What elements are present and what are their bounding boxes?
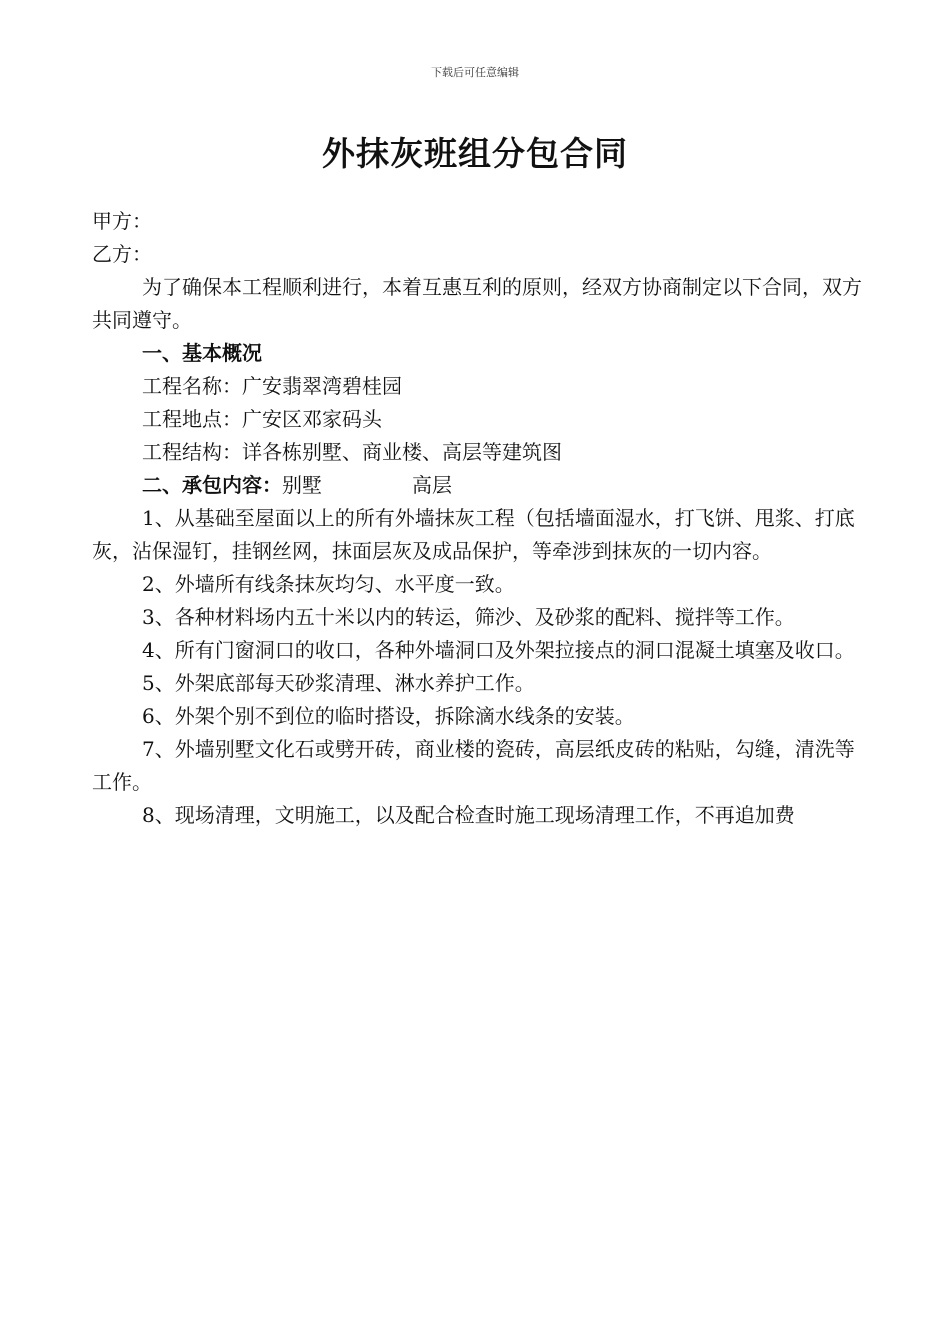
scope-item-3: 3、各种材料场内五十米以内的转运，筛沙、及砂浆的配料、搅拌等工作。 xyxy=(142,605,795,629)
party-a-label: 甲方： xyxy=(92,209,152,233)
contract-title: 外抹灰班组分包合同 xyxy=(322,134,628,173)
scope-item-2: 2、外墙所有线条抹灰均匀、水平度一致。 xyxy=(142,572,515,596)
section-scope-heading-line xyxy=(92,469,862,502)
scope-item-6: 6、外架个别不到位的临时搭设，拆除滴水线条的安装。 xyxy=(142,704,635,728)
contract-body xyxy=(92,205,862,832)
project-name-line: 工程名称：广安翡翠湾碧桂园 xyxy=(142,374,402,398)
scope-item-8: 8、现场清理，文明施工，以及配合检查时施工现场清理工作，不再追加费 xyxy=(142,803,795,827)
project-location-line: 工程地点：广安区邓家码头 xyxy=(142,407,382,431)
section-scope-heading: 二、承包内容： xyxy=(142,473,282,497)
party-b-label: 乙方： xyxy=(92,242,152,266)
header-note: 下载后可任意编辑 xyxy=(431,66,519,79)
section-basic-info-heading: 一、基本概况 xyxy=(142,341,262,365)
scope-item-4: 4、所有门窗洞口的收口，各种外墙洞口及外架拉接点的洞口混凝土填塞及收口。 xyxy=(142,638,855,662)
preamble-paragraph: 为了确保本工程顺利进行，本着互惠互利的原则，经双方协商制定以下合同，双方共同遵守。 xyxy=(92,275,862,332)
scope-type-villa: 别墅 xyxy=(282,473,322,497)
project-structure-line: 工程结构：详各栋别墅、商业楼、高层等建筑图 xyxy=(142,440,562,464)
scope-item-5: 5、外架底部每天砂浆清理、淋水养护工作。 xyxy=(142,671,535,695)
scope-item-7: 7、外墙别墅文化石或劈开砖，商业楼的瓷砖，高层纸皮砖的粘贴，勾缝，清洗等工作。 xyxy=(92,737,855,794)
scope-item-1: 1、从基础至屋面以上的所有外墙抹灰工程（包括墙面湿水，打飞饼、甩浆、打底灰，沾保湿钉，挂钢丝网，抹面层灰及成品保护，等牵涉到抹灰的一切内容。 xyxy=(92,506,855,563)
scope-type-highrise: 高层 xyxy=(412,473,452,497)
